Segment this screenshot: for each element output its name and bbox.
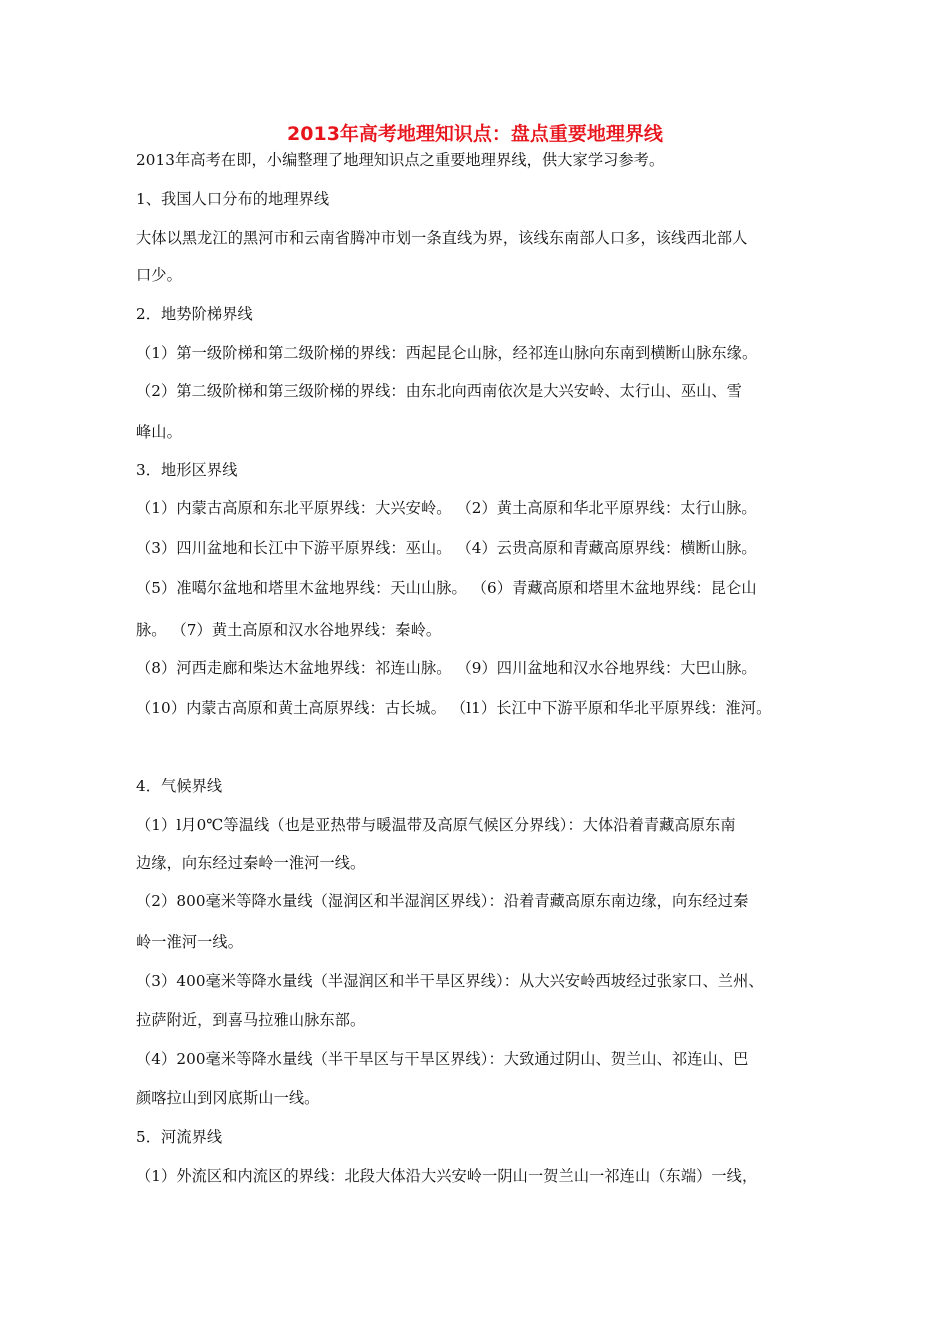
text-line: （2）第二级阶梯和第三级阶梯的界线：由东北向西南依次是大兴安岭、太行山、巫山、雪 <box>136 382 742 400</box>
text-line: 拉萨附近，到喜马拉雅山脉东部。 <box>136 1011 366 1029</box>
text-line: （5）准噶尔盆地和塔里木盆地界线：天山山脉。 （6）青藏高原和塔里木盆地界线：昆仑山 <box>136 579 757 597</box>
document-title: 2013年高考地理知识点：盘点重要地理界线 <box>287 123 663 145</box>
section-heading: 5．河流界线 <box>136 1128 223 1146</box>
text-line: （1）第一级阶梯和第二级阶梯的界线：西起昆仑山脉，经祁连山脉向东南到横断山脉东缘。 <box>136 344 758 362</box>
section-heading: 1、我国人口分布的地理界线 <box>136 190 330 208</box>
text-line: 2013年高考在即，小编整理了地理知识点之重要地理界线，供大家学习参考。 <box>136 151 665 169</box>
text-line: 边缘，向东经过秦岭一淮河一线。 <box>136 854 366 872</box>
text-line: 脉。 （7）黄土高原和汉水谷地界线：秦岭。 <box>136 621 442 639</box>
section-heading: 4．气候界线 <box>136 777 223 795</box>
text-line: （3）四川盆地和长江中下游平原界线：巫山。 （4）云贵高原和青藏高原界线：横断山脉。 <box>136 539 757 557</box>
section-heading: 2．地势阶梯界线 <box>136 305 253 323</box>
text-line: 岭一淮河一线。 <box>136 933 244 951</box>
section-heading: 3．地形区界线 <box>136 461 238 479</box>
text-line: （3）400毫米等降水量线（半湿润区和半干旱区界线）：从大兴安岭西坡经过张家口、兰州、 <box>136 972 764 990</box>
text-line: （2）800毫米等降水量线（湿润区和半湿润区界线）：沿着青藏高原东南边缘，向东经过秦 <box>136 892 749 910</box>
text-line: （8）河西走廊和柴达木盆地界线：祁连山脉。 （9）四川盆地和汉水谷地界线：大巴山脉。 <box>136 659 757 677</box>
text-line: 大体以黑龙江的黑河市和云南省腾冲市划一条直线为界，该线东南部人口多，该线西北部人 <box>136 229 748 247</box>
text-line: （1）l月0℃等温线（也是亚热带与暖温带及高原气候区分界线）：大体沿着青藏高原东南 <box>136 816 736 834</box>
text-line: 颜喀拉山到冈底斯山一线。 <box>136 1089 320 1107</box>
text-line: 口少。 <box>136 266 182 284</box>
text-line: （10）内蒙古高原和黄土高原界线：古长城。 （l1）长江中下游平原和华北平原界线：淮河。 <box>136 699 772 717</box>
text-line: （1）内蒙古高原和东北平原界线：大兴安岭。 （2）黄土高原和华北平原界线：太行山脉。 <box>136 499 757 517</box>
text-line: 峰山。 <box>136 423 182 441</box>
text-line: （1）外流区和内流区的界线：北段大体沿大兴安岭一阴山一贺兰山一祁连山（东端）一线， <box>136 1167 758 1185</box>
text-line: （4）200毫米等降水量线（半干旱区与干旱区界线）：大致通过阴山、贺兰山、祁连山、巴 <box>136 1050 749 1068</box>
